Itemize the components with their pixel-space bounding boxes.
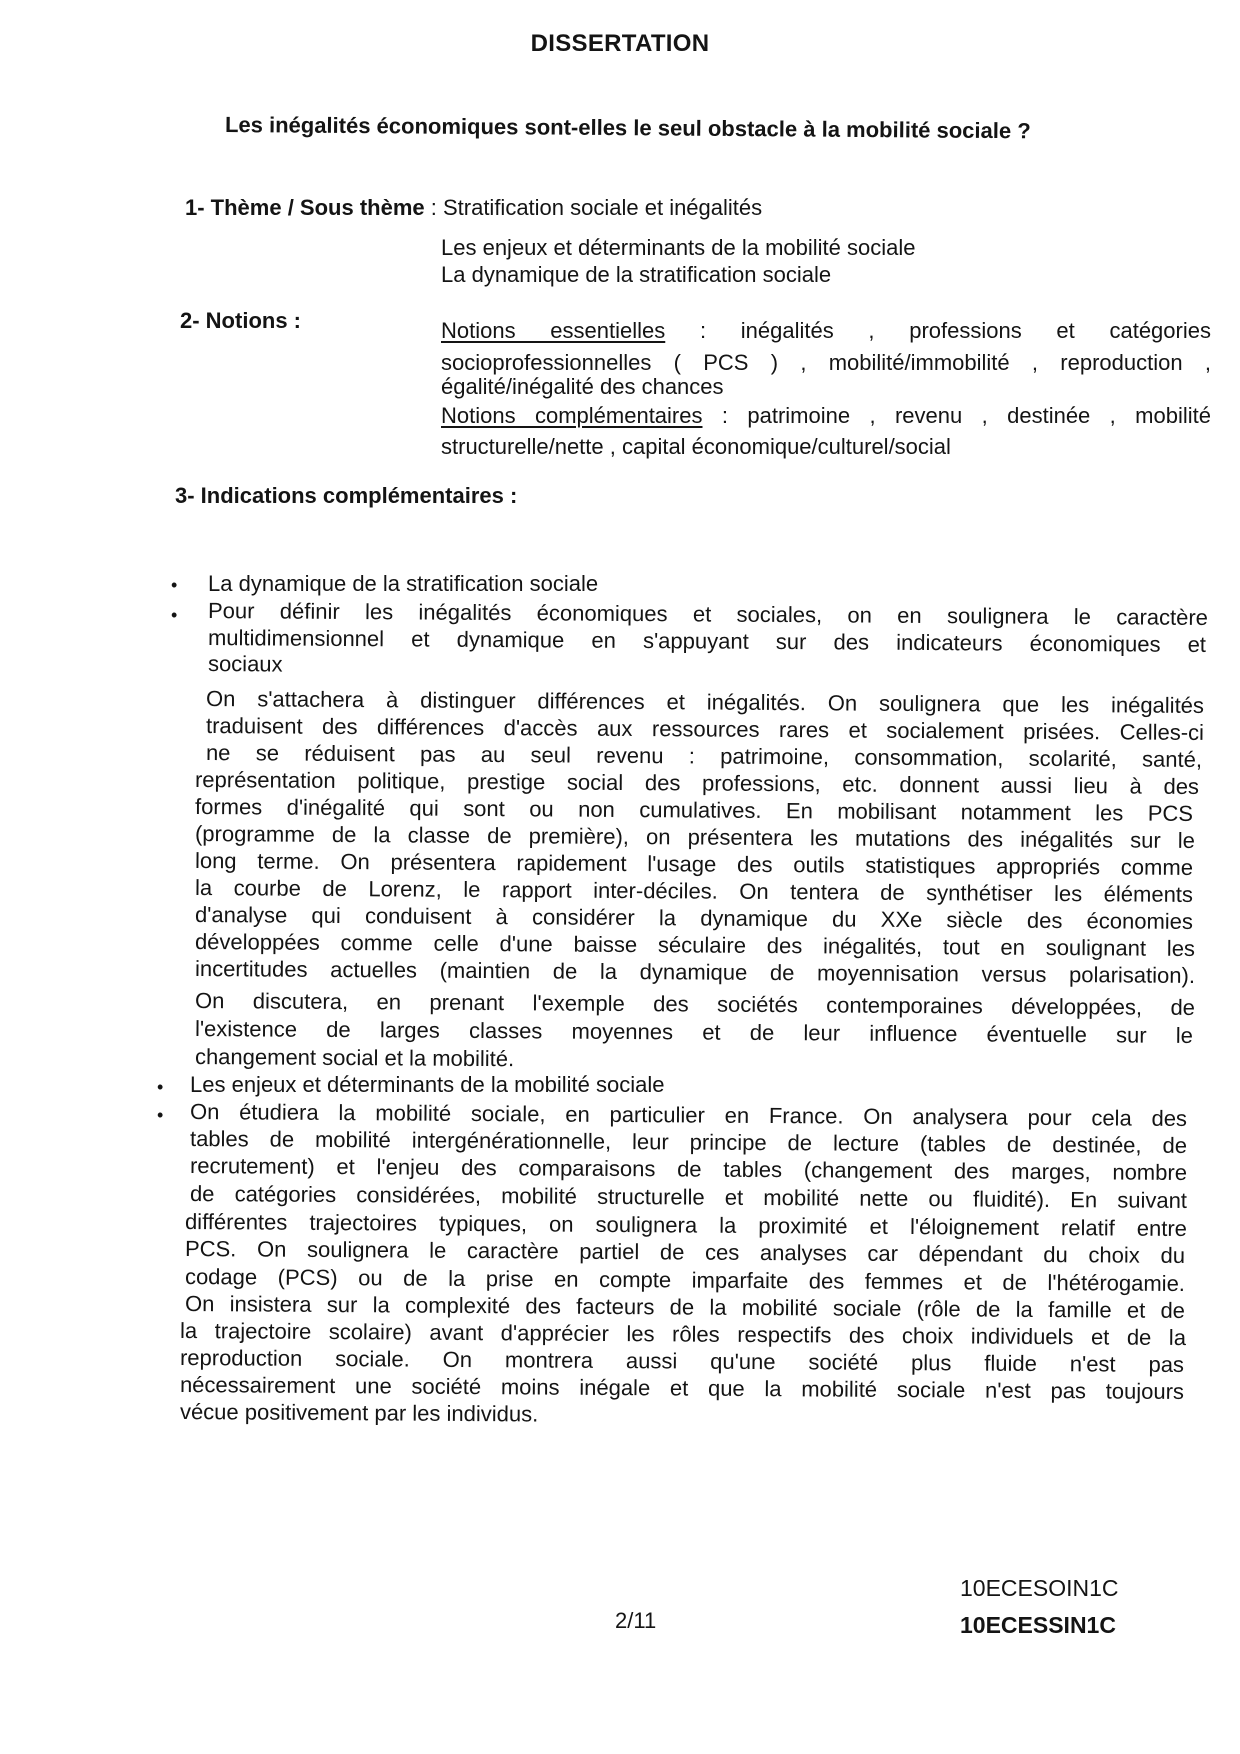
document-title: DISSERTATION	[530, 30, 710, 57]
bullet-icon: •	[157, 1105, 164, 1125]
bullet-item-4-line: vécue positivement par les individus.	[179, 1399, 539, 1427]
bullet-item-4-line: de catégories considérées, mobilité structurelle et mobilité nette ou fluidité). En suivant	[189, 1181, 1188, 1213]
paragraph-line: la courbe de Lorenz, le rapport inter-déciles. On tentera de synthétiser les éléments	[194, 875, 1194, 907]
complementary-notions-line-1	[441, 403, 1211, 429]
bullet-item-2-line: sociaux	[207, 651, 283, 677]
bullet-item-4-line: reproduction sociale. On montrera aussi qu'une société plus fluide n'est pas	[179, 1345, 1185, 1378]
bullet-item-4-line: PCS. On soulignera le caractère partiel de ces analyses car dépendant du choix du	[184, 1236, 1186, 1268]
paragraph-line: long terme. On présentera rapidement l'usage des outils statistiques appropriés comme	[194, 848, 1194, 880]
paragraph-line: formes d'inégalité qui sont ou non cumulatives. En mobilisant notamment les PCS	[194, 794, 1194, 826]
paragraph-line: (programme de la classe de première), on présentera les mutations des inégalités sur le	[194, 821, 1196, 853]
complementary-notions-rest: : patrimoine , revenu , destinée , mobilité	[702, 403, 1211, 428]
bullet-item-2-line: multidimensionnel et dynamique en s'appuyant sur des indicateurs économiques et	[207, 625, 1207, 657]
bullet-item-1: La dynamique de la stratification sociale	[208, 571, 599, 596]
bullet-item-4-line: la trajectoire scolaire) avant d'apprécier les rôles respectifs des choix individuels et de la	[179, 1318, 1187, 1351]
bullet-item-2-line: Pour définir les inégalités économiques et sociales, on en soulignera le caractère	[207, 598, 1209, 630]
essential-notions-label: Notions essentielles	[441, 318, 666, 343]
bullet-item-4-line: tables de mobilité intergénérationnelle, leur principe de lecture (tables de destinée, de	[189, 1126, 1188, 1158]
complementary-notions-label: Notions complémentaires	[441, 403, 703, 428]
complementary-notions-line-2: structurelle/nette , capital économique/culturel/social	[441, 434, 951, 459]
section-1-line-3: La dynamique de la stratification sociale	[441, 262, 832, 287]
essential-notions-line-1	[441, 318, 1211, 344]
bullet-item-4-line: nécessairement une société moins inégale et que la mobilité sociale n'est pas toujours	[179, 1372, 1185, 1405]
paragraph-line: changement social et la mobilité.	[194, 1044, 515, 1072]
paragraph-line: ne se réduisent pas au seul revenu : patrimoine, consommation, scolarité, santé,	[205, 740, 1203, 772]
bullet-item-3: Les enjeux et déterminants de la mobilité sociale	[190, 1072, 665, 1097]
paragraph-line: développées comme celle d'une baisse séculaire des inégalités, tout en soulignant les	[194, 929, 1196, 961]
paragraph-line: On s'attachera à distinguer différences et inégalités. On soulignera que les inégalités	[205, 686, 1205, 718]
essential-notions-line-2: socioprofessionnelles ( PCS ) , mobilité/immobilité , reproduction ,	[441, 350, 1211, 375]
bullet-item-4-line: On étudiera la mobilité sociale, en particulier en France. On analysera pour cela des	[189, 1099, 1188, 1131]
bullet-icon: •	[157, 1077, 164, 1097]
bullet-item-4-line: recrutement) et l'enjeu des comparaisons de tables (changement des marges, nombre	[189, 1153, 1188, 1185]
paragraph-line: d'analyse qui conduisent à considérer la dynamique du XXe siècle des économies	[194, 902, 1194, 934]
section-1-line-1: Stratification sociale et inégalités	[442, 195, 763, 220]
paragraph-line: traduisent des différences d'accès aux ressources rares et socialement prisées. Celles-ci	[205, 713, 1205, 745]
section-1-label: 1- Thème / Sous thème	[185, 195, 425, 220]
section-2-label: 2- Notions :	[180, 308, 301, 333]
paragraph-line: On discutera, en prenant l'exemple des sociétés contemporaines développées, de	[194, 988, 1196, 1020]
bullet-item-4-line: codage (PCS) ou de la prise en compte imparfaite des femmes et de l'hétérogamie.	[184, 1264, 1186, 1296]
bullet-item-4-line: différentes trajectoires typiques, on soulignera la proximité et l'éloignement relatif entre	[184, 1209, 1188, 1241]
section-1-line-2: Les enjeux et déterminants de la mobilité sociale	[441, 235, 916, 260]
page-number: 2/11	[615, 1608, 657, 1633]
section-1-separator: :	[424, 195, 443, 220]
bullet-item-4-line: On insistera sur la complexité des facteurs de la mobilité sociale (rôle de la famille et de	[184, 1291, 1186, 1323]
dissertation-question: Les inégalités économiques sont-elles le seul obstacle à la mobilité sociale ?	[224, 112, 1031, 144]
paragraph-line: représentation politique, prestige social des professions, etc. donnent aussi lieu à des	[194, 767, 1200, 800]
section-3-label: 3- Indications complémentaires :	[175, 483, 518, 508]
section-1-heading	[185, 195, 762, 221]
paragraph-line: l'existence de larges classes moyennes et de leur influence éventuelle sur le	[194, 1016, 1194, 1048]
bullet-icon: •	[171, 575, 178, 595]
paragraph-line: incertitudes actuelles (maintien de la dynamique de moyennisation versus polarisation).	[194, 956, 1196, 988]
essential-notions-rest: : inégalités , professions et catégories	[665, 318, 1211, 343]
exam-code-1: 10ECESOIN1C	[960, 1575, 1119, 1601]
bullet-icon: •	[171, 605, 178, 625]
exam-code-2: 10ECESSIN1C	[960, 1612, 1116, 1638]
essential-notions-line-3: égalité/inégalité des chances	[441, 374, 724, 399]
